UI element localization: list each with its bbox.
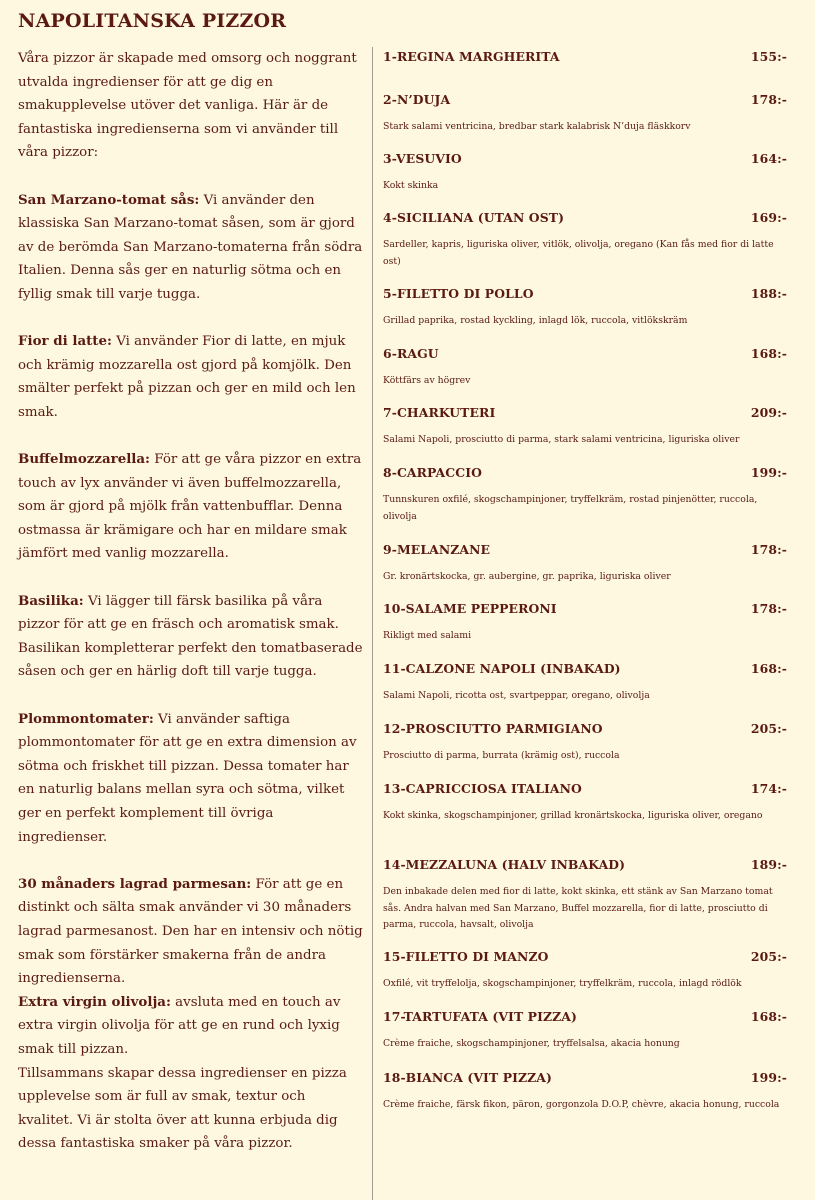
menu-item — [383, 949, 787, 993]
menu-item-description: Prosciutto di parma, burrata (krämig ost), ruccola — [383, 750, 620, 761]
ingredient-text: För att ge en distinkt och sälta smak använder vi 30 månaders lagrad parmesanost. Den har en intensiv och nötig smak som förstärker smakerna från de andra ingredienserna. — [18, 876, 363, 987]
ingredient-name: San Marzano-tomat sås: — [18, 191, 200, 208]
menu-item — [383, 92, 787, 136]
ingredient-name: Extra virgin olivolja: — [18, 993, 171, 1010]
menu-item-price: 155:- — [750, 49, 787, 64]
menu-item-name: 17-TARTUFATA (VIT PIZZA) — [383, 1009, 577, 1024]
menu-item-price: 205:- — [750, 949, 787, 964]
ingredient-text: Vi lägger till färsk basilika på våra pizzor för att ge en fräsch och aromatisk smak. Basilikan kompletterar perfekt den tomatbaserade såsen och ger en härlig doft till varje tugga. — [18, 593, 363, 680]
ingredient-paragraph — [18, 448, 363, 566]
menu-item-price: 164:- — [750, 151, 787, 166]
menu-item-name: 12-PROSCIUTTO PARMIGIANO — [383, 721, 603, 736]
menu-item — [383, 857, 787, 934]
menu-item — [383, 661, 787, 705]
menu-item-name: 10-SALAME PEPPERONI — [383, 601, 557, 616]
menu-item-description: Kokt skinka, skogschampinjoner, grillad kronärtskocka, liguriska oliver, oregano — [383, 810, 763, 821]
intro-paragraph: Våra pizzor är skapade med omsorg och noggrant utvalda ingredienser för att ge dig en smakupplevelse utöver det vanliga. Här är de fantastiska ingredienserna som vi använder till våra pizzor: — [18, 51, 357, 161]
menu-item-description: Grillad paprika, rostad kyckling, inlagd lök, ruccola, vitlökskräm — [383, 315, 688, 326]
menu-item-name: 1-REGINA MARGHERITA — [383, 49, 560, 64]
menu-item-description: Den inbakade delen med fior di latte, kokt skinka, ett stänk av San Marzano tomat sås. Andra halvan med San Marzano, Buffel mozzarella, fior di latte, prosciutto di parma, ruccola, havsalt, olivolja — [383, 886, 773, 930]
menu-item-name: 18-BIANCA (VIT PIZZA) — [383, 1070, 552, 1085]
menu-item-price: 168:- — [750, 1009, 787, 1024]
menu-item-description: Tunnskuren oxfilé, skogschampinjoner, tryffelkräm, rostad pinjenötter, ruccola, olivolja — [383, 494, 758, 522]
menu-item-price: 209:- — [750, 405, 787, 420]
menu-item-description: Crème fraiche, skogschampinjoner, tryffelsalsa, akacia honung — [383, 1038, 680, 1049]
menu-item-name: 5-FILETTO DI POLLO — [383, 286, 534, 301]
menu-item-price: 199:- — [750, 1070, 787, 1085]
ingredient-paragraph — [18, 330, 363, 424]
menu-item-description: Kokt skinka — [383, 180, 439, 191]
menu-item-price: 205:- — [750, 721, 787, 736]
menu-item-description: Köttfärs av högrev — [383, 375, 471, 386]
menu-item — [383, 405, 787, 449]
menu-item-name: 8-CARPACCIO — [383, 465, 482, 480]
menu-item-price: 169:- — [750, 210, 787, 225]
page-title: NAPOLITANSKA PIZZOR — [18, 10, 287, 32]
ingredient-name: Fior di latte: — [18, 333, 112, 350]
closing-paragraph: Tillsammans skapar dessa ingredienser en pizza upplevelse som är full av smak, textur och kvalitet. Vi är stolta över att kunna erbjuda dig dessa fantastiska smaker på våra pizzor. — [18, 1065, 347, 1152]
menu-item-price: 178:- — [750, 542, 787, 557]
menu-item-name: 14-MEZZALUNA (HALV INBAKAD) — [383, 857, 626, 872]
menu-item-description: Salami Napoli, ricotta ost, svartpeppar, oregano, olivolja — [383, 690, 650, 701]
menu-item-price: 178:- — [750, 601, 787, 616]
menu-item — [383, 721, 787, 765]
ingredient-name: 30 månaders lagrad parmesan: — [18, 875, 252, 892]
ingredient-name: Buffelmozzarella: — [18, 451, 151, 468]
menu-item — [383, 1009, 787, 1053]
ingredient-name: Plommontomater: — [18, 710, 154, 727]
menu-item-name: 3-VESUVIO — [383, 151, 462, 166]
menu-item — [383, 465, 787, 525]
ingredient-text: Vi använder Fior di latte, en mjuk och krämig mozzarella ost gjord på komjölk. Den smälter perfekt på pizzan och ger en mild och len smak. — [18, 334, 356, 420]
menu-item-price: 168:- — [750, 661, 787, 676]
menu-item — [383, 542, 787, 586]
ingredient-name: Basilika: — [18, 592, 84, 609]
menu-item — [383, 781, 787, 825]
column-divider — [372, 47, 373, 1200]
menu-item-description: Salami Napoli, prosciutto di parma, stark salami ventricina, liguriska oliver — [383, 434, 740, 445]
ingredient-paragraph — [18, 189, 363, 307]
menu-item-name: 2-N’DUJA — [383, 92, 451, 107]
menu-item-name: 9-MELANZANE — [383, 542, 491, 557]
ingredient-paragraph — [18, 873, 363, 991]
menu-item-name: 7-CHARKUTERI — [383, 405, 496, 420]
menu-item-name: 15-FILETTO DI MANZO — [383, 949, 549, 964]
menu-item-description: Rikligt med salami — [383, 630, 472, 641]
menu-item-price: 168:- — [750, 346, 787, 361]
menu-item-description: Crème fraiche, färsk fikon, päron, gorgonzola D.O.P, chèvre, akacia honung, ruccola — [383, 1099, 780, 1110]
menu-item-description: Stark salami ventricina, bredbar stark kalabrisk N’duja fläskkorv — [383, 121, 691, 132]
ingredient-paragraph — [18, 590, 363, 684]
ingredient-text: avsluta med en touch av extra virgin olivolja för att ge en rund och lyxig smak till pizzan. — [18, 994, 341, 1057]
menu-item-description: Gr. kronärtskocka, gr. aubergine, gr. paprika, liguriska oliver — [383, 571, 671, 582]
ingredients-description — [18, 47, 363, 1156]
menu-item-name: 11-CALZONE NAPOLI (INBAKAD) — [383, 661, 621, 676]
ingredient-text: Vi använder den klassiska San Marzano-tomat såsen, som är gjord av de berömda San Marzano-tomaterna från södra Italien. Denna sås ger en naturlig sötma och en fyllig smak till varje tugga. — [18, 192, 363, 302]
menu-item-price: 189:- — [750, 857, 787, 872]
menu-item — [383, 346, 787, 390]
menu-item-name: 6-RAGU — [383, 346, 439, 361]
menu-item — [383, 286, 787, 330]
menu-item-price: 188:- — [750, 286, 787, 301]
menu-item — [383, 49, 787, 64]
menu-item — [383, 210, 787, 270]
ingredient-paragraph — [18, 708, 363, 850]
ingredient-text: Vi använder saftiga plommontomater för att ge en extra dimension av sötma och friskhet till pizzan. Dessa tomater har en naturlig balans mellan syra och sötma, vilket ger en perfekt komplement till övriga ingredienser. — [18, 711, 357, 845]
menu-item-price: 174:- — [750, 781, 787, 796]
menu-item — [383, 601, 787, 645]
menu-item — [383, 151, 787, 195]
ingredient-paragraph — [18, 991, 363, 1062]
menu-item-description: Sardeller, kapris, liguriska oliver, vitlök, olivolja, oregano (Kan fås med fior di latte ost) — [383, 239, 774, 267]
menu-item-name: 4-SICILIANA (UTAN OST) — [383, 210, 565, 225]
ingredient-text: För att ge våra pizzor en extra touch av lyx använder vi även buffelmozzarella, som är gjord på mjölk från vattenbufflar. Denna ostmassa är krämigare och har en mildare smak jämfört med vanlig mozzarella. — [18, 452, 362, 562]
menu-item-name: 13-CAPRICCIOSA ITALIANO — [383, 781, 582, 796]
menu-item-price: 199:- — [750, 465, 787, 480]
menu-item-description: Oxfilé, vit tryffelolja, skogschampinjoner, tryffelkräm, ruccola, inlagd rödlök — [383, 978, 742, 989]
menu-item — [383, 1070, 787, 1114]
menu-item-price: 178:- — [750, 92, 787, 107]
